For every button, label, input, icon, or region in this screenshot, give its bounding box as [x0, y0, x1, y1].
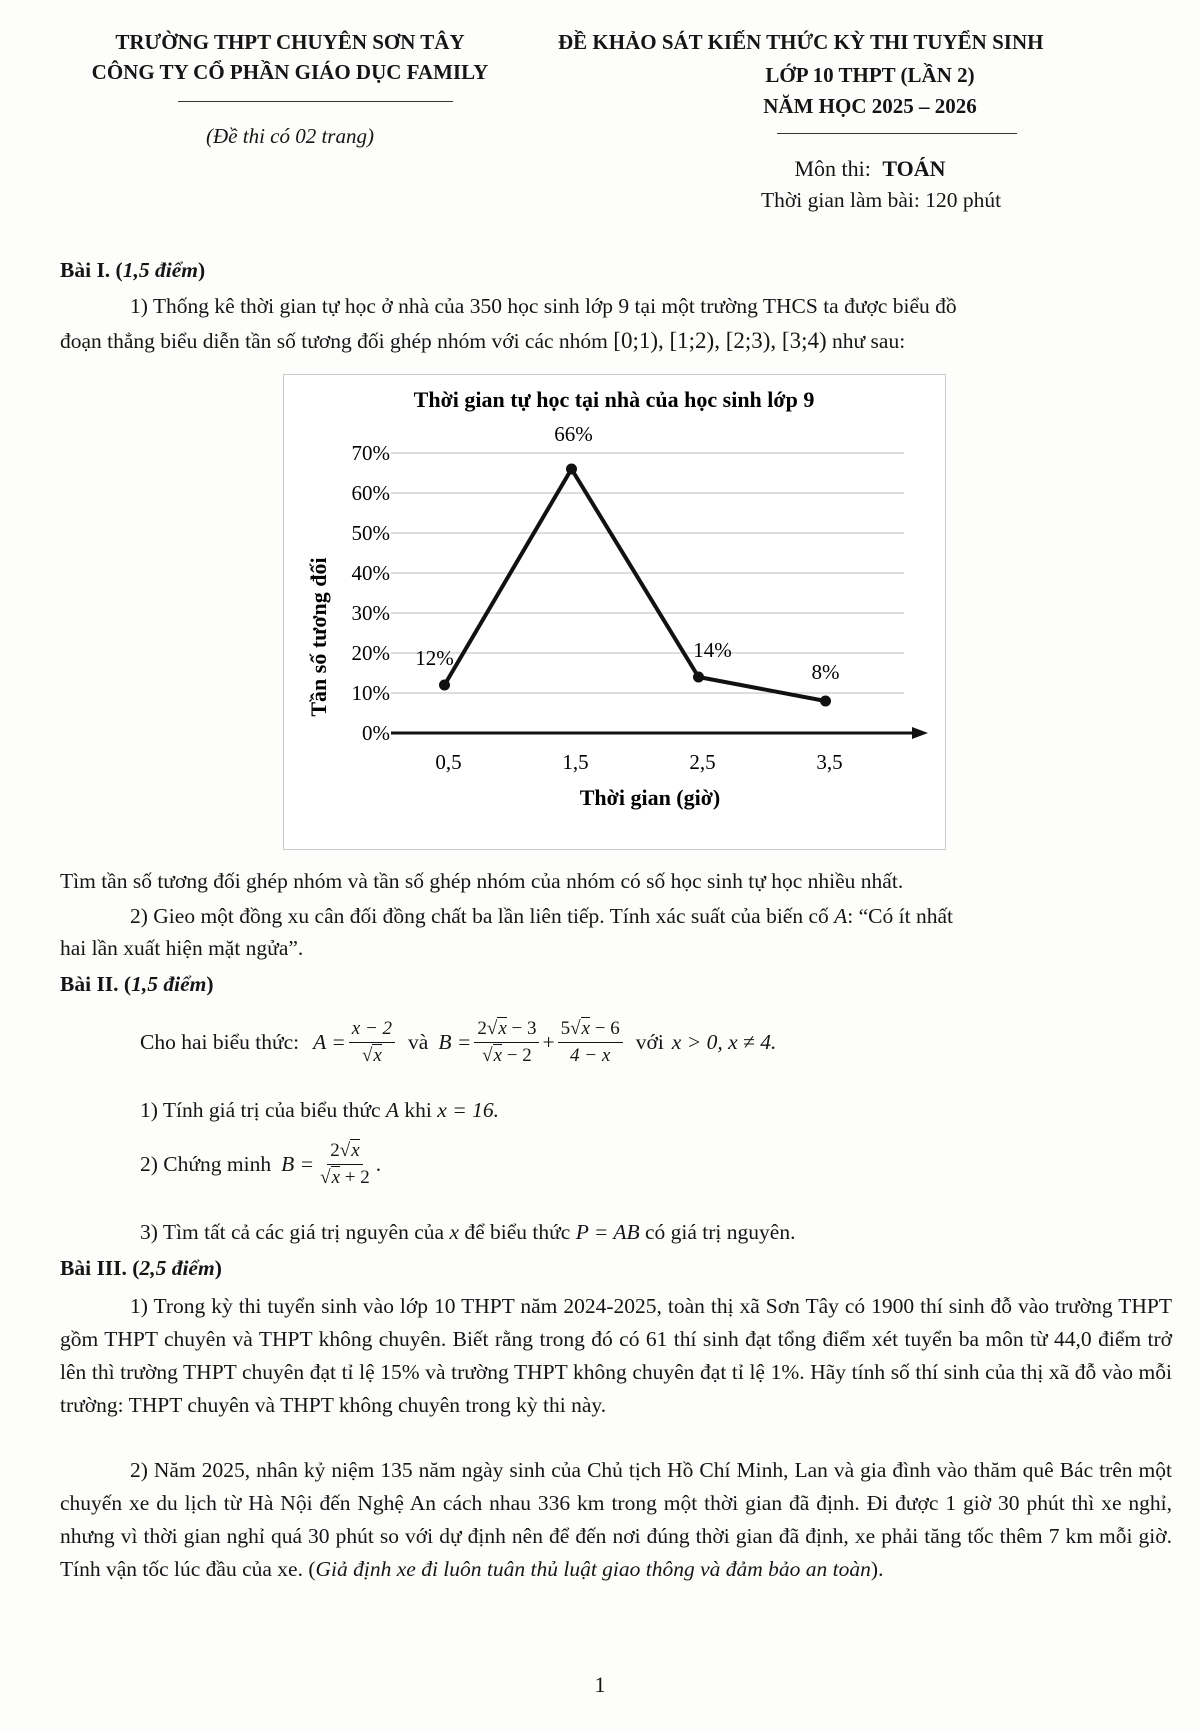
bai1-q2-line2: hai lần xuất hiện mặt ngửa”.	[60, 936, 304, 960]
series-line	[445, 469, 826, 701]
data-point	[820, 696, 831, 707]
bai1-q1-task: Tìm tần số tương đối ghép nhóm và tần số ghép nhóm của nhóm có số học sinh tự học nhiều nhất.	[60, 869, 904, 893]
data-point	[693, 672, 704, 683]
bai2-expressions: Cho hai biểu thức: A = $\frac{x - 2}{√x}$ và B = $\frac{2√x - 3}{√x - 2}$ + $\frac{5√x - 6}{4 - x}$ với x > 0, x ≠ 4.	[140, 1018, 777, 1066]
page-number: 1	[594, 1672, 606, 1697]
chart-xlabel: Thời gian (giờ)	[579, 785, 721, 810]
y-tick-label: 70%	[351, 441, 390, 465]
bai2-q1: 1) Tính giá trị của biểu thức A khi x = 16.	[140, 1098, 499, 1122]
bai3-q2: 2) Năm 2025, nhân kỷ niệm 135 năm ngày sinh của Chủ tịch Hồ Chí Minh, Lan và gia đình vào thăm quê Bác trên một chuyến xe du lịch từ Hà Nội đến Nghệ An cách nhau 336 km trong một thời gian đã định. Đi được 1 giờ 30 phút thì xe nghỉ, nhưng vì thời gian nghỉ quá 30 phút so với dự định nên để đến nơi đúng thời gian đã định, xe phải tăng tốc thêm 7 km mỗi giờ. Tính vận tốc lúc đầu của xe. (Giả định xe đi luôn tuân thủ luật giao thông và đảm bảo an toàn).	[60, 1458, 1172, 1581]
bai2-q2: 2) Chứng minh B = $\frac{2√x}{√x + 2}$ .	[140, 1140, 382, 1188]
subject-line	[705, 156, 1035, 182]
school-year: NĂM HỌC 2025 – 2026	[763, 94, 977, 118]
fraction-A: $\frac{x - 2}{√x}$	[349, 1018, 395, 1067]
y-tick-label: 50%	[351, 521, 390, 545]
chart-ylabel: Tần số tương đối	[306, 557, 331, 717]
fraction-B1: $\frac{2√x - 3}{√x - 2}$	[474, 1018, 539, 1067]
bai1-heading: Bài I. (1,5 điểm)	[60, 258, 206, 282]
y-tick-label: 30%	[351, 601, 390, 625]
bai3-heading: Bài III. (2,5 điểm)	[60, 1256, 222, 1280]
data-label: 66%	[554, 422, 593, 446]
subject-label: Môn thi:	[794, 156, 871, 181]
y-tick-label: 0%	[362, 721, 390, 745]
x-tick-label: 1,5	[562, 750, 589, 774]
exam-duration: Thời gian làm bài: 120 phút	[761, 188, 1002, 212]
school-name: TRƯỜNG THPT CHUYÊN SƠN TÂY	[115, 30, 465, 54]
x-tick-label: 3,5	[816, 750, 843, 774]
y-tick-label: 60%	[351, 481, 390, 505]
bai1-q1-line1: 1) Thống kê thời gian tự học ở nhà của 350 học sinh lớp 9 tại một trường THCS ta được biểu đồ	[130, 294, 957, 318]
company-name: CÔNG TY CỔ PHẦN GIÁO DỤC FAMILY	[91, 60, 489, 84]
pages-note: (Đề thi có 02 trang)	[206, 124, 374, 148]
group-intervals: [0;1), [1;2), [2;3), [3;4)	[613, 328, 827, 353]
frequency-chart	[283, 374, 946, 850]
y-tick-label: 40%	[351, 561, 390, 585]
subject-name: TOÁN	[882, 156, 946, 181]
chart-title: Thời gian tự học tại nhà của học sinh lớp 9	[413, 387, 815, 412]
x-tick-label: 2,5	[689, 750, 716, 774]
exam-grade: LỚP 10 THPT (LẦN 2)	[765, 63, 975, 87]
data-label: 8%	[811, 660, 840, 684]
header-left-divider	[178, 101, 453, 102]
header-right-divider	[777, 133, 1017, 134]
y-tick-label: 20%	[351, 641, 390, 665]
y-tick-label: 10%	[351, 681, 390, 705]
data-label: 12%	[415, 646, 454, 670]
bai1-q1-line2: đoạn thẳng biểu diễn tần số tương đối ghép nhóm với các nhóm [0;1), [1;2), [2;3), [3;4) như sau:	[60, 328, 906, 353]
fraction-B2: $\frac{5√x - 6}{4 - x}$	[558, 1018, 623, 1067]
chart-canvas	[284, 375, 945, 849]
bai1-q2-line1: 2) Gieo một đồng xu cân đối đồng chất ba lần liên tiếp. Tính xác suất của biến cố A: “Có ít nhất	[130, 904, 953, 928]
x-tick-label: 0,5	[435, 750, 462, 774]
bai2-heading: Bài II. (1,5 điểm)	[60, 972, 214, 996]
data-label: 14%	[693, 638, 732, 662]
data-point	[566, 464, 577, 475]
bai3-q1: 1) Trong kỳ thi tuyển sinh vào lớp 10 THPT năm 2024-2025, toàn thị xã Sơn Tây có 1900 thí sinh đỗ vào trường THPT gồm THPT chuyên và THPT không chuyên. Biết rằng trong đó có 61 thí sinh đạt tổng điểm xét tuyển ba môn từ 44,0 điểm trở lên thì trường THPT chuyên đạt tỉ lệ 15% và trường THPT không chuyên đạt tỉ lệ 1%. Hãy tính số thí sinh của thị xã đỗ vào mỗi trường: THPT chuyên và THPT không chuyên trong kỳ thi này.	[60, 1294, 1172, 1417]
x-axis-arrow	[912, 727, 928, 739]
fraction-B-proof: $\frac{2√x}{√x + 2}$	[320, 1140, 370, 1188]
bai2-q3: 3) Tìm tất cả các giá trị nguyên của x để biểu thức P = AB có giá trị nguyên.	[140, 1220, 796, 1244]
exam-title: ĐỀ KHẢO SÁT KIẾN THỨC KỲ THI TUYỂN SINH	[558, 30, 1044, 54]
data-point	[439, 680, 450, 691]
